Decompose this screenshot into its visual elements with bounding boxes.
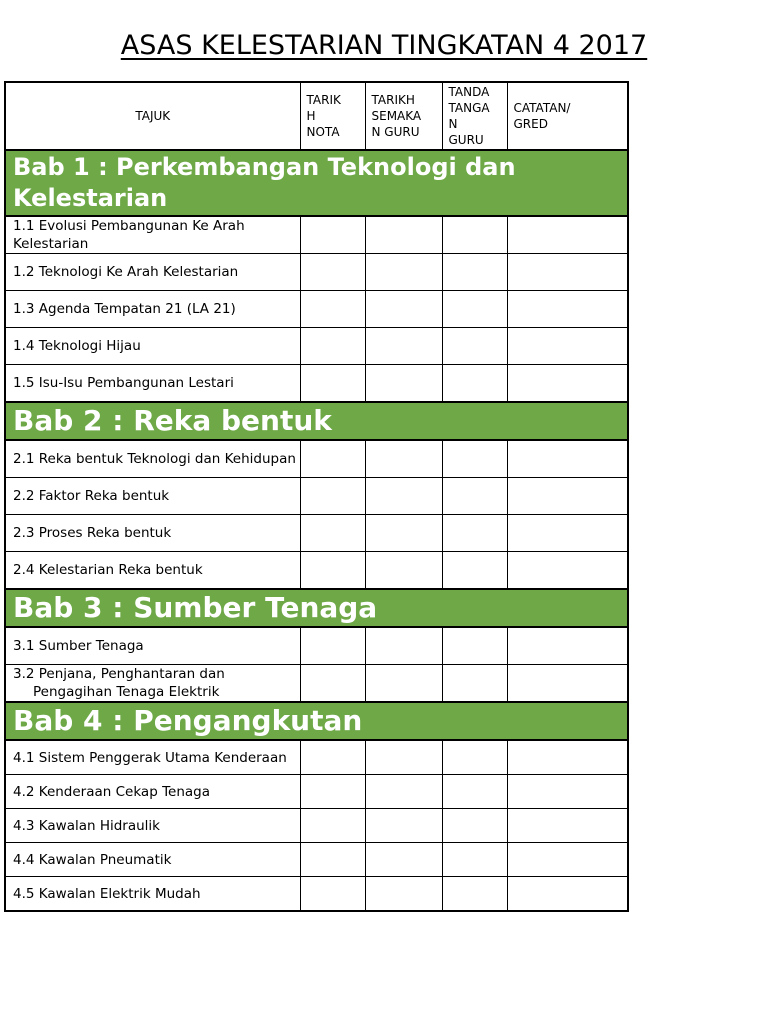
tarikh-nota-cell[interactable] <box>300 440 365 478</box>
tarikh-nota-cell[interactable] <box>300 809 365 843</box>
tarikh-semakan-cell[interactable] <box>365 627 442 665</box>
catatan-cell[interactable] <box>507 328 628 365</box>
tanda-tangan-cell[interactable] <box>442 328 507 365</box>
tarikh-nota-cell[interactable] <box>300 552 365 590</box>
tanda-tangan-cell[interactable] <box>442 843 507 877</box>
tarikh-nota-cell[interactable] <box>300 627 365 665</box>
tanda-tangan-cell[interactable] <box>442 291 507 328</box>
catatan-cell[interactable] <box>507 665 628 703</box>
tanda-tangan-cell[interactable] <box>442 740 507 775</box>
topic-cell: 1.2 Teknologi Ke Arah Kelestarian <box>5 254 300 291</box>
tarikh-semakan-cell[interactable] <box>365 216 442 254</box>
catatan-cell[interactable] <box>507 740 628 775</box>
catatan-cell[interactable] <box>507 440 628 478</box>
topic-line: 3.2 Penjana, Penghantaran dan <box>13 666 225 682</box>
tarikh-nota-cell[interactable] <box>300 328 365 365</box>
catatan-cell[interactable] <box>507 365 628 403</box>
document-title: ASAS KELESTARIAN TINGKATAN 4 2017 <box>120 30 648 61</box>
tarikh-semakan-cell[interactable] <box>365 254 442 291</box>
tarikh-nota-cell[interactable] <box>300 877 365 912</box>
tarikh-semakan-cell[interactable] <box>365 740 442 775</box>
header-tarikh-semakan: TARIKH SEMAKA N GURU <box>365 82 442 150</box>
catatan-cell[interactable] <box>507 291 628 328</box>
table-row <box>5 877 628 912</box>
tarikh-semakan-cell[interactable] <box>365 665 442 703</box>
tarikh-nota-cell[interactable] <box>300 254 365 291</box>
header-row <box>5 82 628 150</box>
tarikh-semakan-cell[interactable] <box>365 515 442 552</box>
tarikh-semakan-cell[interactable] <box>365 843 442 877</box>
tanda-tangan-cell[interactable] <box>442 365 507 403</box>
header-tanda-tangan: TANDA TANGA N GURU <box>442 82 507 150</box>
tanda-tangan-cell[interactable] <box>442 515 507 552</box>
section-heading-row <box>5 702 628 740</box>
tanda-tangan-cell[interactable] <box>442 440 507 478</box>
header-tarikh-nota: TARIK H NOTA <box>300 82 365 150</box>
table-row <box>5 478 628 515</box>
table-row <box>5 328 628 365</box>
tarikh-semakan-cell[interactable] <box>365 552 442 590</box>
tanda-tangan-cell[interactable] <box>442 809 507 843</box>
topic-cell: 4.1 Sistem Penggerak Utama Kenderaan <box>5 740 300 775</box>
tarikh-nota-cell[interactable] <box>300 365 365 403</box>
tanda-tangan-cell[interactable] <box>442 627 507 665</box>
topic-cell: 4.3 Kawalan Hidraulik <box>5 809 300 843</box>
tarikh-semakan-cell[interactable] <box>365 478 442 515</box>
catatan-cell[interactable] <box>507 877 628 912</box>
topic-cell: 2.2 Faktor Reka bentuk <box>5 478 300 515</box>
header-catatan: CATATAN/ GRED <box>507 82 628 150</box>
table-row <box>5 291 628 328</box>
tarikh-semakan-cell[interactable] <box>365 775 442 809</box>
tarikh-nota-cell[interactable] <box>300 216 365 254</box>
section-heading-row <box>5 402 628 440</box>
tanda-tangan-cell[interactable] <box>442 775 507 809</box>
section-heading-bab-4: Bab 4 : Pengangkutan <box>5 702 628 740</box>
table-row <box>5 843 628 877</box>
topic-cell: 1.1 Evolusi Pembangunan Ke Arah Kelestarian <box>5 216 300 254</box>
section-heading-bab-3: Bab 3 : Sumber Tenaga <box>5 589 628 627</box>
section-heading-row <box>5 589 628 627</box>
topic-cell: 4.2 Kenderaan Cekap Tenaga <box>5 775 300 809</box>
table-row <box>5 440 628 478</box>
tanda-tangan-cell[interactable] <box>442 552 507 590</box>
table-row <box>5 775 628 809</box>
section-heading-bab-2: Bab 2 : Reka bentuk <box>5 402 628 440</box>
catatan-cell[interactable] <box>507 843 628 877</box>
tanda-tangan-cell[interactable] <box>442 216 507 254</box>
header-tajuk: TAJUK <box>5 82 300 150</box>
tanda-tangan-cell[interactable] <box>442 665 507 703</box>
tanda-tangan-cell[interactable] <box>442 877 507 912</box>
tarikh-nota-cell[interactable] <box>300 478 365 515</box>
tarikh-semakan-cell[interactable] <box>365 365 442 403</box>
table-row <box>5 216 628 254</box>
table-row <box>5 665 628 703</box>
tarikh-nota-cell[interactable] <box>300 291 365 328</box>
table-row <box>5 627 628 665</box>
tarikh-semakan-cell[interactable] <box>365 877 442 912</box>
catatan-cell[interactable] <box>507 775 628 809</box>
topic-cell: 2.1 Reka bentuk Teknologi dan Kehidupan <box>5 440 300 478</box>
catatan-cell[interactable] <box>507 216 628 254</box>
topic-cell: 2.4 Kelestarian Reka bentuk <box>5 552 300 590</box>
table-row <box>5 365 628 403</box>
topic-cell <box>5 665 300 703</box>
tarikh-semakan-cell[interactable] <box>365 809 442 843</box>
tarikh-nota-cell[interactable] <box>300 843 365 877</box>
catatan-cell[interactable] <box>507 627 628 665</box>
section-heading-bab-1: Bab 1 : Perkembangan Teknologi dan Kelestarian <box>5 150 628 216</box>
topic-cell: 3.1 Sumber Tenaga <box>5 627 300 665</box>
catatan-cell[interactable] <box>507 515 628 552</box>
table-row <box>5 809 628 843</box>
tarikh-nota-cell[interactable] <box>300 775 365 809</box>
topic-cell: 1.4 Teknologi Hijau <box>5 328 300 365</box>
catatan-cell[interactable] <box>507 552 628 590</box>
topic-cell: 1.5 Isu-Isu Pembangunan Lestari <box>5 365 300 403</box>
tanda-tangan-cell[interactable] <box>442 478 507 515</box>
topic-cell: 2.3 Proses Reka bentuk <box>5 515 300 552</box>
tanda-tangan-cell[interactable] <box>442 254 507 291</box>
table-row <box>5 254 628 291</box>
tarikh-nota-cell[interactable] <box>300 740 365 775</box>
topic-cell: 1.3 Agenda Tempatan 21 (LA 21) <box>5 291 300 328</box>
table-row <box>5 515 628 552</box>
table-row <box>5 740 628 775</box>
catatan-cell[interactable] <box>507 254 628 291</box>
topic-line-continued: Pengagihan Tenaga Elektrik <box>33 684 220 700</box>
progress-table <box>4 81 629 912</box>
table-row <box>5 552 628 590</box>
tarikh-semakan-cell[interactable] <box>365 291 442 328</box>
topic-cell: 4.5 Kawalan Elektrik Mudah <box>5 877 300 912</box>
tarikh-semakan-cell[interactable] <box>365 440 442 478</box>
topic-cell: 4.4 Kawalan Pneumatik <box>5 843 300 877</box>
tarikh-semakan-cell[interactable] <box>365 328 442 365</box>
catatan-cell[interactable] <box>507 478 628 515</box>
tarikh-nota-cell[interactable] <box>300 515 365 552</box>
catatan-cell[interactable] <box>507 809 628 843</box>
section-heading-row <box>5 150 628 216</box>
tarikh-nota-cell[interactable] <box>300 665 365 703</box>
